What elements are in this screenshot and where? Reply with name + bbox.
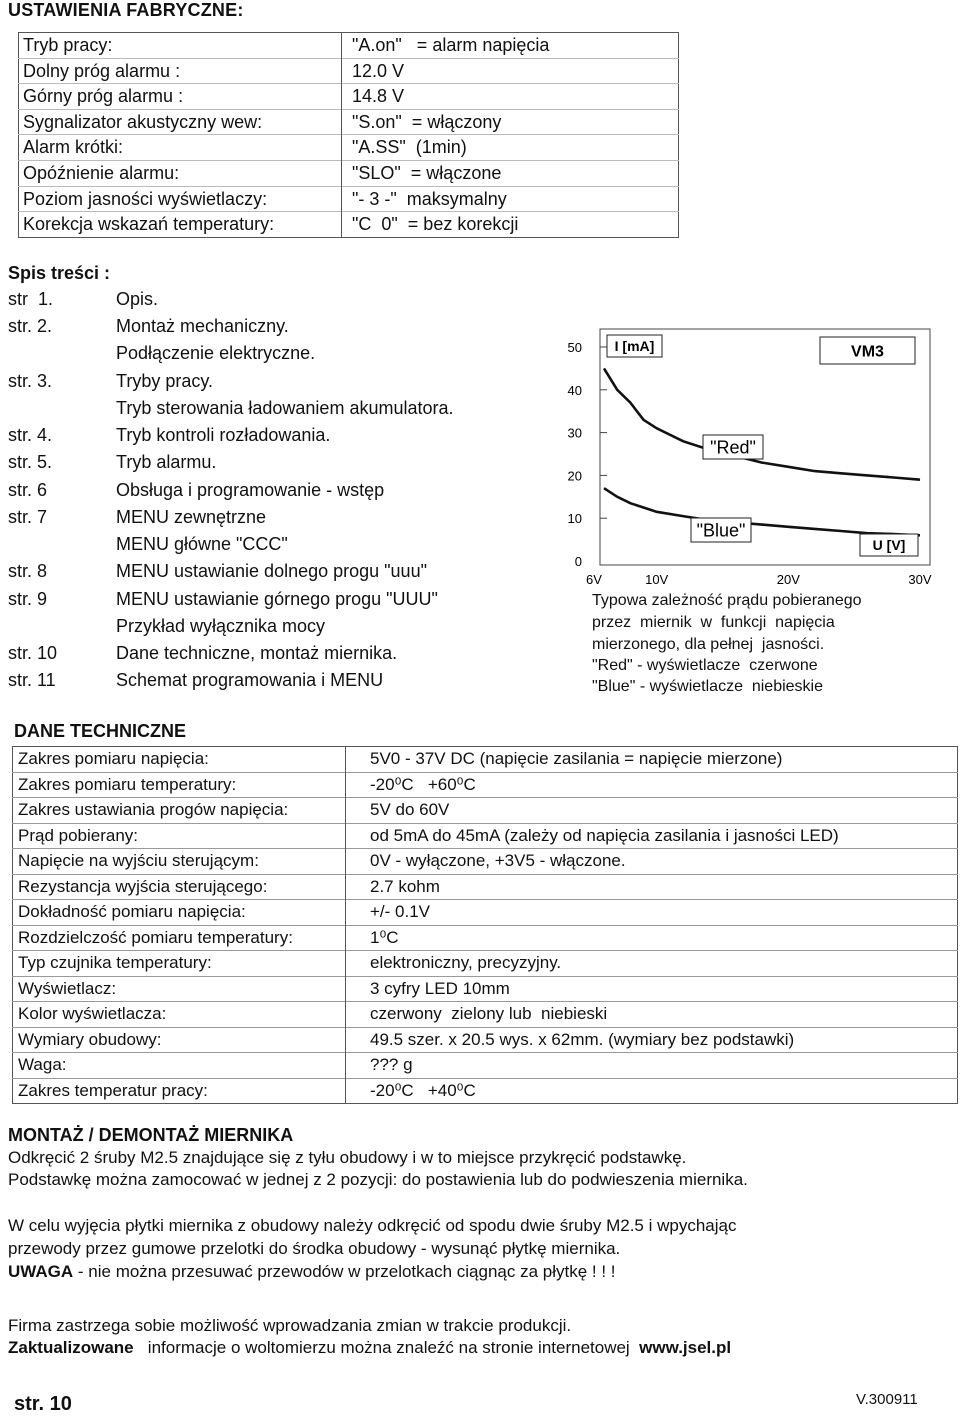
tech-value: 0V - wyłączone, +3V5 - włączone.: [370, 851, 626, 870]
tech-row: [13, 874, 958, 900]
tech-row: [13, 798, 958, 824]
tech-value: 5V0 - 37V DC (napięcie zasilania = napięcie mierzone): [370, 749, 783, 768]
toc-page: str. 7: [8, 507, 48, 527]
toc-text: MENU ustawianie górnego progu "UUU": [116, 589, 438, 609]
tech-value: elektroniczny, precyzyjny.: [370, 953, 562, 972]
tech-label: Dokładność pomiaru napięcia:: [13, 900, 346, 926]
setting-value: "A.SS" (1min): [352, 137, 467, 158]
y-tick-label: 40: [567, 382, 582, 398]
website-link[interactable]: www.jsel.pl: [639, 1338, 732, 1357]
setting-label: Korekcja wskazań temperatury:: [19, 212, 342, 238]
tech-label: Zakres pomiaru temperatury:: [13, 772, 346, 798]
tech-value: -20⁰C +60⁰C: [370, 774, 476, 794]
tech-label: Zakres ustawiania progów napięcia:: [13, 798, 346, 824]
setting-label: Alarm krótki:: [19, 135, 342, 161]
factory-setting-row: [19, 84, 679, 110]
toc-page: str. 8: [8, 561, 48, 581]
chart-caption-line: "Blue" - wyświetlacze niebieskie: [592, 678, 824, 695]
tech-value: 49.5 szer. x 20.5 wys. x 62mm. (wymiary bez podstawki): [370, 1029, 795, 1049]
factory-setting-row: [19, 109, 679, 135]
setting-label: Sygnalizator akustyczny wew:: [19, 109, 342, 135]
tech-row: [13, 747, 958, 773]
mount-paragraph-3: W celu wyjęcia płytki miernika z obudowy należy odkręcić od spodu dwie śruby M2.5 i wpychając: [8, 1216, 737, 1235]
y-tick-label: 0: [574, 554, 582, 569]
tech-value: czerwony zielony lub niebieski: [370, 1004, 608, 1023]
factory-setting-row: [19, 33, 679, 59]
setting-value: "C 0" = bez korekcji: [352, 214, 519, 235]
toc-page: str. 5.: [8, 452, 53, 472]
x-tick-label: 20V: [776, 572, 800, 587]
tech-label: Rezystancja wyjścia sterującego:: [13, 874, 346, 900]
chart-caption-line: mierzonego, dla pełnej jasności.: [592, 636, 825, 653]
setting-label: Poziom jasności wyświetlaczy:: [19, 186, 342, 212]
toc-text: MENU zewnętrzne: [116, 507, 267, 527]
toc-page: str. 3.: [8, 371, 53, 391]
setting-value: 12.0 V: [352, 60, 405, 81]
factory-setting-row: [19, 58, 679, 84]
tech-value: 5V do 60V: [370, 800, 450, 819]
footer-version: V.300911: [856, 1391, 918, 1408]
toc-text: Opis.: [116, 289, 159, 309]
tech-data-table: [12, 746, 958, 1104]
notice-mid: informacje o woltomierzu można znaleźć na stronie internetowej: [133, 1338, 640, 1357]
toc-text: Tryb kontroli rozładowania.: [116, 425, 331, 445]
tech-row: [13, 976, 958, 1002]
tech-title: DANE TECHNICZNE: [14, 721, 187, 741]
toc-text: Podłączenie elektryczne.: [116, 343, 316, 363]
y-tick-label: 30: [567, 425, 582, 441]
tech-label: Napięcie na wyjściu sterującym:: [13, 849, 346, 875]
chart-caption-line: przez miernik w funkcji napięcia: [592, 614, 835, 631]
tech-row: [13, 1002, 958, 1028]
toc-text: Tryby pracy.: [116, 371, 214, 391]
x-tick-label: 10V: [645, 572, 669, 587]
tech-row: [13, 1078, 958, 1104]
tech-label: Prąd pobierany:: [13, 823, 346, 849]
tech-row: [13, 823, 958, 849]
mount-paragraph-2: Podstawkę można zamocować w jednej z 2 pozycji: do postawienia lub do podwieszenia miernika.: [8, 1170, 748, 1189]
tech-row: [13, 1027, 958, 1053]
toc-text: Montaż mechaniczny.: [116, 316, 289, 336]
chart-caption-line: "Red" - wyświetlacze czerwone: [592, 657, 818, 674]
notice-bold-1: Zaktualizowane: [8, 1338, 134, 1357]
factory-settings-table: [18, 32, 679, 238]
y-tick-label: 20: [567, 468, 582, 484]
tech-label: Wymiary obudowy:: [13, 1027, 346, 1053]
tech-value: 3 cyfry LED 10mm: [370, 978, 510, 998]
toc-text: MENU główne "CCC": [116, 534, 288, 554]
toc-page: str. 9: [8, 589, 48, 609]
tech-label: Typ czujnika temperatury:: [13, 951, 346, 977]
toc-text: Przykład wyłącznika mocy: [116, 616, 326, 636]
toc-page: str. 6: [8, 480, 48, 500]
setting-value: "S.on" = włączony: [352, 111, 502, 132]
toc-page: str. 2.: [8, 316, 53, 336]
mount-title: MONTAŻ / DEMONTAŻ MIERNIKA: [8, 1125, 294, 1145]
mount-warning: [8, 1262, 616, 1282]
setting-value: "- 3 -" maksymalny: [352, 188, 507, 209]
toc-title: Spis treści :: [8, 263, 111, 283]
current-voltage-chart: [560, 325, 940, 590]
footer-page-number: str. 10: [14, 1393, 72, 1415]
tech-row: [13, 1053, 958, 1079]
toc-text: Dane techniczne, montaż miernika.: [116, 643, 398, 663]
tech-value: -20⁰C +40⁰C: [370, 1080, 476, 1100]
chart-title: VM3: [851, 343, 884, 361]
factory-setting-row: [19, 160, 679, 186]
tech-row: [13, 900, 958, 926]
tech-row: [13, 925, 958, 951]
mount-paragraph-4: przewody przez gumowe przelotki do środka obudowy - wysunąć płytkę miernika.: [8, 1239, 621, 1258]
page-title: USTAWIENIA FABRYCZNE:: [8, 0, 244, 20]
tech-label: Waga:: [13, 1053, 346, 1079]
toc-text: MENU ustawianie dolnego progu "uuu": [116, 561, 427, 581]
mount-paragraph-1: Odkręcić 2 śruby M2.5 znajdujące się z tyłu obudowy i w to miejsce przykręcić podstawkę.: [8, 1148, 687, 1167]
toc-page: str. 11: [8, 670, 56, 690]
toc-text: Schemat programowania i MENU: [116, 670, 384, 690]
tech-value: 2.7 kohm: [370, 876, 440, 896]
x-tick-label: 6V: [586, 572, 602, 587]
tech-row: [13, 951, 958, 977]
tech-value: od 5mA do 45mA (zależy od napięcia zasilania i jasności LED): [370, 825, 839, 845]
x-tick-label: 30V: [908, 572, 932, 587]
tech-label: Wyświetlacz:: [13, 976, 346, 1002]
tech-label: Zakres pomiaru napięcia:: [13, 747, 346, 773]
setting-value: "SLO" = włączone: [352, 162, 502, 183]
red-series-label: "Red": [710, 437, 756, 458]
toc-text: Tryb sterowania ładowaniem akumulatora.: [116, 398, 454, 418]
y-tick-label: 10: [567, 511, 582, 527]
warning-text: - nie można przesuwać przewodów w przelotkach ciągnąc za płytkę ! ! !: [73, 1262, 616, 1281]
notice-line-2: [8, 1338, 731, 1358]
toc-page: str. 10: [8, 643, 58, 663]
setting-value: 14.8 V: [352, 86, 405, 107]
factory-setting-row: [19, 212, 679, 238]
y-tick-label: 50: [567, 340, 582, 355]
factory-setting-row: [19, 135, 679, 161]
tech-label: Rozdzielczość pomiaru temperatury:: [13, 925, 346, 951]
tech-value: ??? g: [370, 1055, 413, 1074]
tech-row: [13, 772, 958, 798]
setting-label: Dolny próg alarmu :: [19, 58, 342, 84]
toc-page: str. 4.: [8, 425, 53, 445]
tech-value: +/- 0.1V: [370, 902, 431, 921]
factory-setting-row: [19, 186, 679, 212]
setting-label: Tryb pracy:: [19, 33, 342, 59]
chart-caption-line: Typowa zależność prądu pobieranego: [592, 592, 862, 609]
y-axis-label: I [mA]: [614, 338, 655, 355]
setting-value: "A.on" = alarm napięcia: [352, 35, 550, 55]
toc-text: Obsługa i programowanie - wstęp: [116, 480, 385, 500]
tech-label: Zakres temperatur pracy:: [13, 1078, 346, 1104]
x-axis-label: U [V]: [872, 537, 906, 554]
red-series-line: [604, 368, 920, 479]
toc-text: Tryb alarmu.: [116, 452, 217, 472]
tech-value: 1⁰C: [370, 927, 399, 947]
toc-page: str 1.: [8, 289, 54, 309]
setting-label: Górny próg alarmu :: [19, 84, 342, 110]
tech-label: Kolor wyświetlacza:: [13, 1002, 346, 1028]
setting-label: Opóźnienie alarmu:: [19, 160, 342, 186]
notice-line-1: Firma zastrzega sobie możliwość wprowadzania zmian w trakcie produkcji.: [8, 1316, 572, 1335]
blue-series-line: [604, 488, 920, 535]
blue-series-label: "Blue": [696, 520, 746, 541]
tech-row: [13, 849, 958, 875]
warning-label: UWAGA: [8, 1262, 74, 1281]
